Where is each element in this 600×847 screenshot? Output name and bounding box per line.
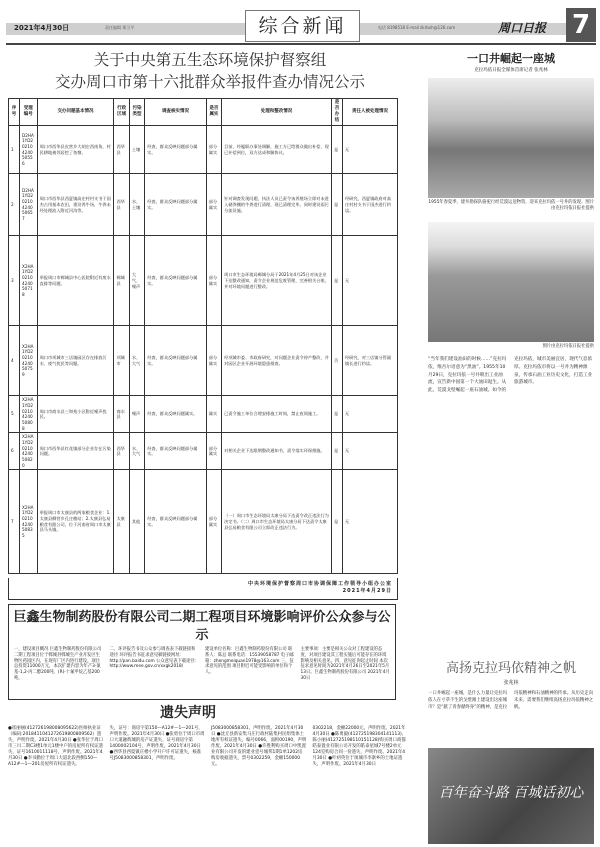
eia-notice [8,604,396,700]
table-cell: 商水县 [114,396,129,433]
lost-col: 0302218，金额22000元，声明作废。2021年4月30日 ●陈勇毅(412725198304141113)、陈小丽(412725198110151128)购买周口商都皓泰置业有限公司开发的皓泰星城7号楼2单元124室购房合同一份遗失，声明作废。2021年4月30日 ●叶初英位于项城市李寨乡的土地证遗失，声明作废。2021年4月30日 [312,726,407,767]
photo-caption-1: 1955年春夏季，建井勘探队骆驼行经荒漠运送物资，迎来克拉玛依一号井的发现。图片由克拉玛依日报社提供 [428,200,594,211]
table-cell: 噪声 [129,396,144,433]
editor: 责任编辑 郑卫平 [105,25,135,30]
table-row [9,326,398,396]
table-cell: 经查，群众反映问题部分属实。 [145,174,207,236]
column-header: 处理和整改情况 [222,99,332,126]
table-row [9,433,398,470]
table-cell: 西华县 [114,433,129,470]
table-row [9,126,398,174]
headline-line-1: 关于中央第五生态环境保护督察组 [93,51,327,69]
column-header: 是否办结 [332,99,343,126]
signature-date: 2021年4月29日 [342,587,392,594]
photo-caption-2: 图片由克拉玛依日报社提供 [542,344,594,349]
table-cell: X2HA1YD20210424050718 [19,236,37,326]
table-cell: 经查，群众反映问题部分属实。 [145,126,207,174]
table-cell: 部分属实 [206,126,221,174]
table-cell: 经查，群众反映问题部分属实。 [145,326,207,396]
table-cell: （一）周口市生态环境局太康分局下达责令改正违法行为决定书。（二）周口市生态环境局太康分局下达责令太康县弘易粮食有限公司立即改正违法行为。 [222,470,332,574]
table-cell: 无 [342,396,397,433]
table-cell: 举报周口市太康县的两家粮食企业：1.太康县柳营乡孔庄粮站；2.太康县弘易粮食有限公司，位于河南省周口市太康县马头镇。 [37,470,114,574]
table-cell: 是 [332,433,343,470]
table-cell: 无 [342,126,397,174]
table-cell: 经项城市委、市政府研究，对问题企业责令停产整改，并对园区企业开展环境隐患排查。 [222,326,332,396]
table-cell: 西华县 [114,126,129,174]
table-cell: 是 [332,470,343,574]
eia-col: 二、环评报告书及公众参与调查表下载链接和途径 环评报告书征求意见稿链接网址：http://pan.baidu.com 公众意见表下载途径：http://www.mee.gov.cn/xxgk2018/ [109,647,199,670]
table-cell: 是 [332,396,343,433]
table-cell: 西华县 [114,174,129,236]
header-rule [6,43,596,45]
eia-col: 主要事项：主要是相关公众对工程建设的态度，对项目建设其工程实施后可能存在的环境影响及相关意见。四、意见征询起止时间 本次征求意见时间为2021年4月26日至2021年5月13日。巨鑫生物制药股份有限公司 2021年4月30日 [300,647,390,682]
table-cell: 经研究，对三店镇分管副镇长进行约谈。 [342,326,397,396]
column-header: 交办问题基本情况 [37,99,114,126]
table-cell: 经查，群众反映问题部分属实。 [145,433,207,470]
table-cell: 6 [9,433,20,470]
table-cell: 部分属实 [206,433,221,470]
table-cell: 3 [9,236,20,326]
table-cell: 部分属实 [206,174,221,236]
table-cell: 周口市西华县皮营乡大胡庄西南角，村民耕地被邻居挖了鱼塘。 [37,126,114,174]
table-cell: 项城市 [114,326,129,396]
right-byline: 克拉玛依日报全媒体首席记者 张兆林 [474,68,548,73]
complaint-table [8,98,398,574]
table-cell: 是 [332,174,343,236]
table-cell: 2 [9,174,20,236]
eia-col: 建设单位名称：巨鑫生物制药股份有限公司 联系人：陈总 联系电话：15539058787 电子邮箱：zhengmeiquan1978@163.com 三、征求意见的范围 项目附近可能受影响的单位和个人。 [205,647,294,676]
centenary-banner: 百年奋斗路 百城话初心 [428,748,594,844]
table-row [9,174,398,236]
table-cell: 经查，群众反映问题部分属实。 [145,470,207,574]
table-cell: 5 [9,396,20,433]
table-cell: 部分属实 [206,470,221,574]
table-cell: 7 [9,470,20,574]
column-header: 责任人被处理情况 [342,99,397,126]
table-cell: D2HA1YD20210424050657 [19,174,37,236]
table-cell: 水、大气 [129,433,144,470]
contact-info: 电话 8198518 E-mail zkrbxh@126.com [378,25,456,30]
table-row [9,396,398,433]
table-cell: 经查，群众反映问题部分属实。 [145,236,207,326]
table-cell: 属实 [206,396,221,433]
column-header: 是否属实 [206,99,221,126]
table-cell: 经查，群众反映问题属实。 [145,396,207,433]
headline-line-2: 交办周口市第十六批群众举报件查办情况公示 [54,73,365,91]
column-header: 行政区域 [114,99,129,126]
essay-title: 高扬克拉玛依精神之帆 [445,661,576,676]
lost-notice-title: 遗失声明 [160,705,216,721]
table-cell: 是 [332,126,343,174]
table-cell: 经研究，西夏镇政府对高庄村村支书于国杰进行约谈。 [342,174,397,236]
section-title: 综合新闻 [245,10,360,42]
table-cell: 周口市西华县西夏镇高庄村村支书于国杰占用基本农田，建设养牛场，牛粪未经处理流入附近河沟等。 [37,174,114,236]
column-header: 调查核实情况 [145,99,207,126]
eia-notice-title: 巨鑫生物制药股份有限公司二期工程项目环境影响评价公众参与公示 [13,610,391,643]
table-cell: 郸城县 [114,236,129,326]
table-cell: 土壤 [129,126,144,174]
table-cell: 太康县 [114,470,129,574]
table-cell: X2HA1YD20210424050759 [19,326,37,396]
table-cell: X2HA1YD20210424050835 [19,470,37,574]
table-cell: 周口市西华县红花镇部分企业存在污染问题。 [37,433,114,470]
newspaper-logo: 周口日报 [498,21,547,35]
table-cell: 1 [9,126,20,174]
city-photo [428,222,594,342]
table-cell: 水、大气 [129,326,144,396]
page-header [0,8,600,44]
table-cell: 大气、噪声 [129,236,144,326]
table-cell: 部分属实 [206,236,221,326]
page-number: 7 [566,8,596,42]
table-cell: 举报周口市郸城县中心医院附近有废水直排等问题。 [37,236,114,326]
eia-col: 一、建设项目概况 巨鑫生物制药股份有限公司二期工程项目位于郸城县郸城生产业开发区生物医药园区内，在现有厂区内进行建设。项目总投资11000万元，本次扩建内容为年产3-氯基-1,2-丙二醇200吨、(R)-十氟甲烷乙基200吨。 [14,647,102,682]
table-cell: 无 [342,470,397,574]
column-header: 污染类型 [129,99,144,126]
table-cell: 4 [9,326,20,396]
table-row [9,236,398,326]
table-cell: 是 [332,236,343,326]
table-cell: 已责令施工单位合理安排施工时间，禁止夜间施工。 [222,396,332,433]
table-cell: 周口市项城市三店镇园区存在排放污水、废气扰民等问题。 [37,326,114,396]
column-header: 受理编号 [19,99,37,126]
table-signature [8,578,398,600]
historic-photo [428,78,594,198]
table-cell: 其他 [129,470,144,574]
issue-date: 2021年4月30日 [14,24,70,32]
signature-org: 中央环境保护督察周口市协调保障工作领导小组办公室 [247,581,392,587]
table-cell: 周口市商水县三和苑小区附近噪声扰民。 [37,396,114,433]
table-cell: 目前，经履职办事处调解，施工方已给群众做出补偿，现已补偿到位，双方达成和解协议。 [222,126,332,174]
table-cell: 周口市生态环境局郸城分局于2021年4月25日对该企业下达整改通知，责令企业规范危废管理，完善相关台账，并对环境问题进行整改。 [222,236,332,326]
essay-byline: 张兆林 [503,680,519,686]
table-cell: X2HA1YD20210424050820 [19,433,37,470]
lost-notices [8,726,408,768]
table-cell: D2HA1YD20210424050556 [19,126,37,174]
table-cell: 无 [342,236,397,326]
table-cell: 水、土壤 [129,174,144,236]
table-row [9,470,398,574]
table-cell: 部分属实 [206,326,221,396]
table-cell: 对相关企业下达限期整改通知书，责令落实环保措施。 [222,433,332,470]
table-cell: 否 [332,326,343,396]
table-cell: 针对调查发现问题，执法人员已责令该养殖场立即对未进入储粪棚的牛粪进行清理，现已清理完毕，同时建设雨污分流设施。 [222,174,332,236]
article-body: “当年我们建设油田的时候……”克拉玛依，维吾尔语意为“黑油”。1955年10月29日，克拉玛依一号井喷出工业油流，宣告新中国第一个大油田诞生。从此，荒漠戈壁崛起一座石油城。如今的克拉玛依，城市美丽宜居，现代气息浓厚。克拉玛依市将以一号井为精神源泉，传承石油工业历史文化，打造工业旅游城市。 [428,357,593,394]
table-cell: X2HA1YD20210424050808 [19,396,37,433]
lost-col: 失，证号：商房字第150—A12#—1—201号，声明作废。2021年4月30日 ●张勇位于周口市周口大道融辉城的房产证遗失，证号商房字第1400002104号，声明作废。2021年4月30日 ●西华县西夏镇庄楼小学开户许可证遗失，核准号J5083000858301，声明作废。 [109,726,205,761]
essay-body: 一口井崛起一座城，是什么力量让克拉玛依人在寸草不生的戈壁滩上建设出这座城市？是“献了青春献终身”的精神，是克拉玛依精神和石油精神的传承。从历史走向未来，需要我们继续高扬克拉玛依精神之帆。 [428,691,594,711]
column-header: 序号 [9,99,20,126]
table-cell: 无 [342,433,397,470]
lost-col: J5083000858301，声明作废。2021年4月30日 ●沈丘县新安集马庄行政村陆集村民组集体土地所有权证遗失，编号0066，面积00190，声明作废。2021年4月30日 ●许胜利购买周口中凯置业有限公司开发的建业壹号城邦1期1单1202房购房收据遗失，票号0302259，金额150000元。 [211,726,307,767]
lost-col: ●崔丽丽(412726198008095622)医师执业证（编码:2018411041272619800809562）遗失，声明作废。2021年4月30日 ●张华位于周口市三川二期C3楼1单元1楼中户的房屋所有权证遗失，证号1610011118号，声明作废。2021年4月30日 ●李书勤位于周口大道北段西侧150—A12#—1—201房屋所有权证遗失。 [8,726,104,767]
right-headline: 一口井崛起一座城 [467,52,555,65]
